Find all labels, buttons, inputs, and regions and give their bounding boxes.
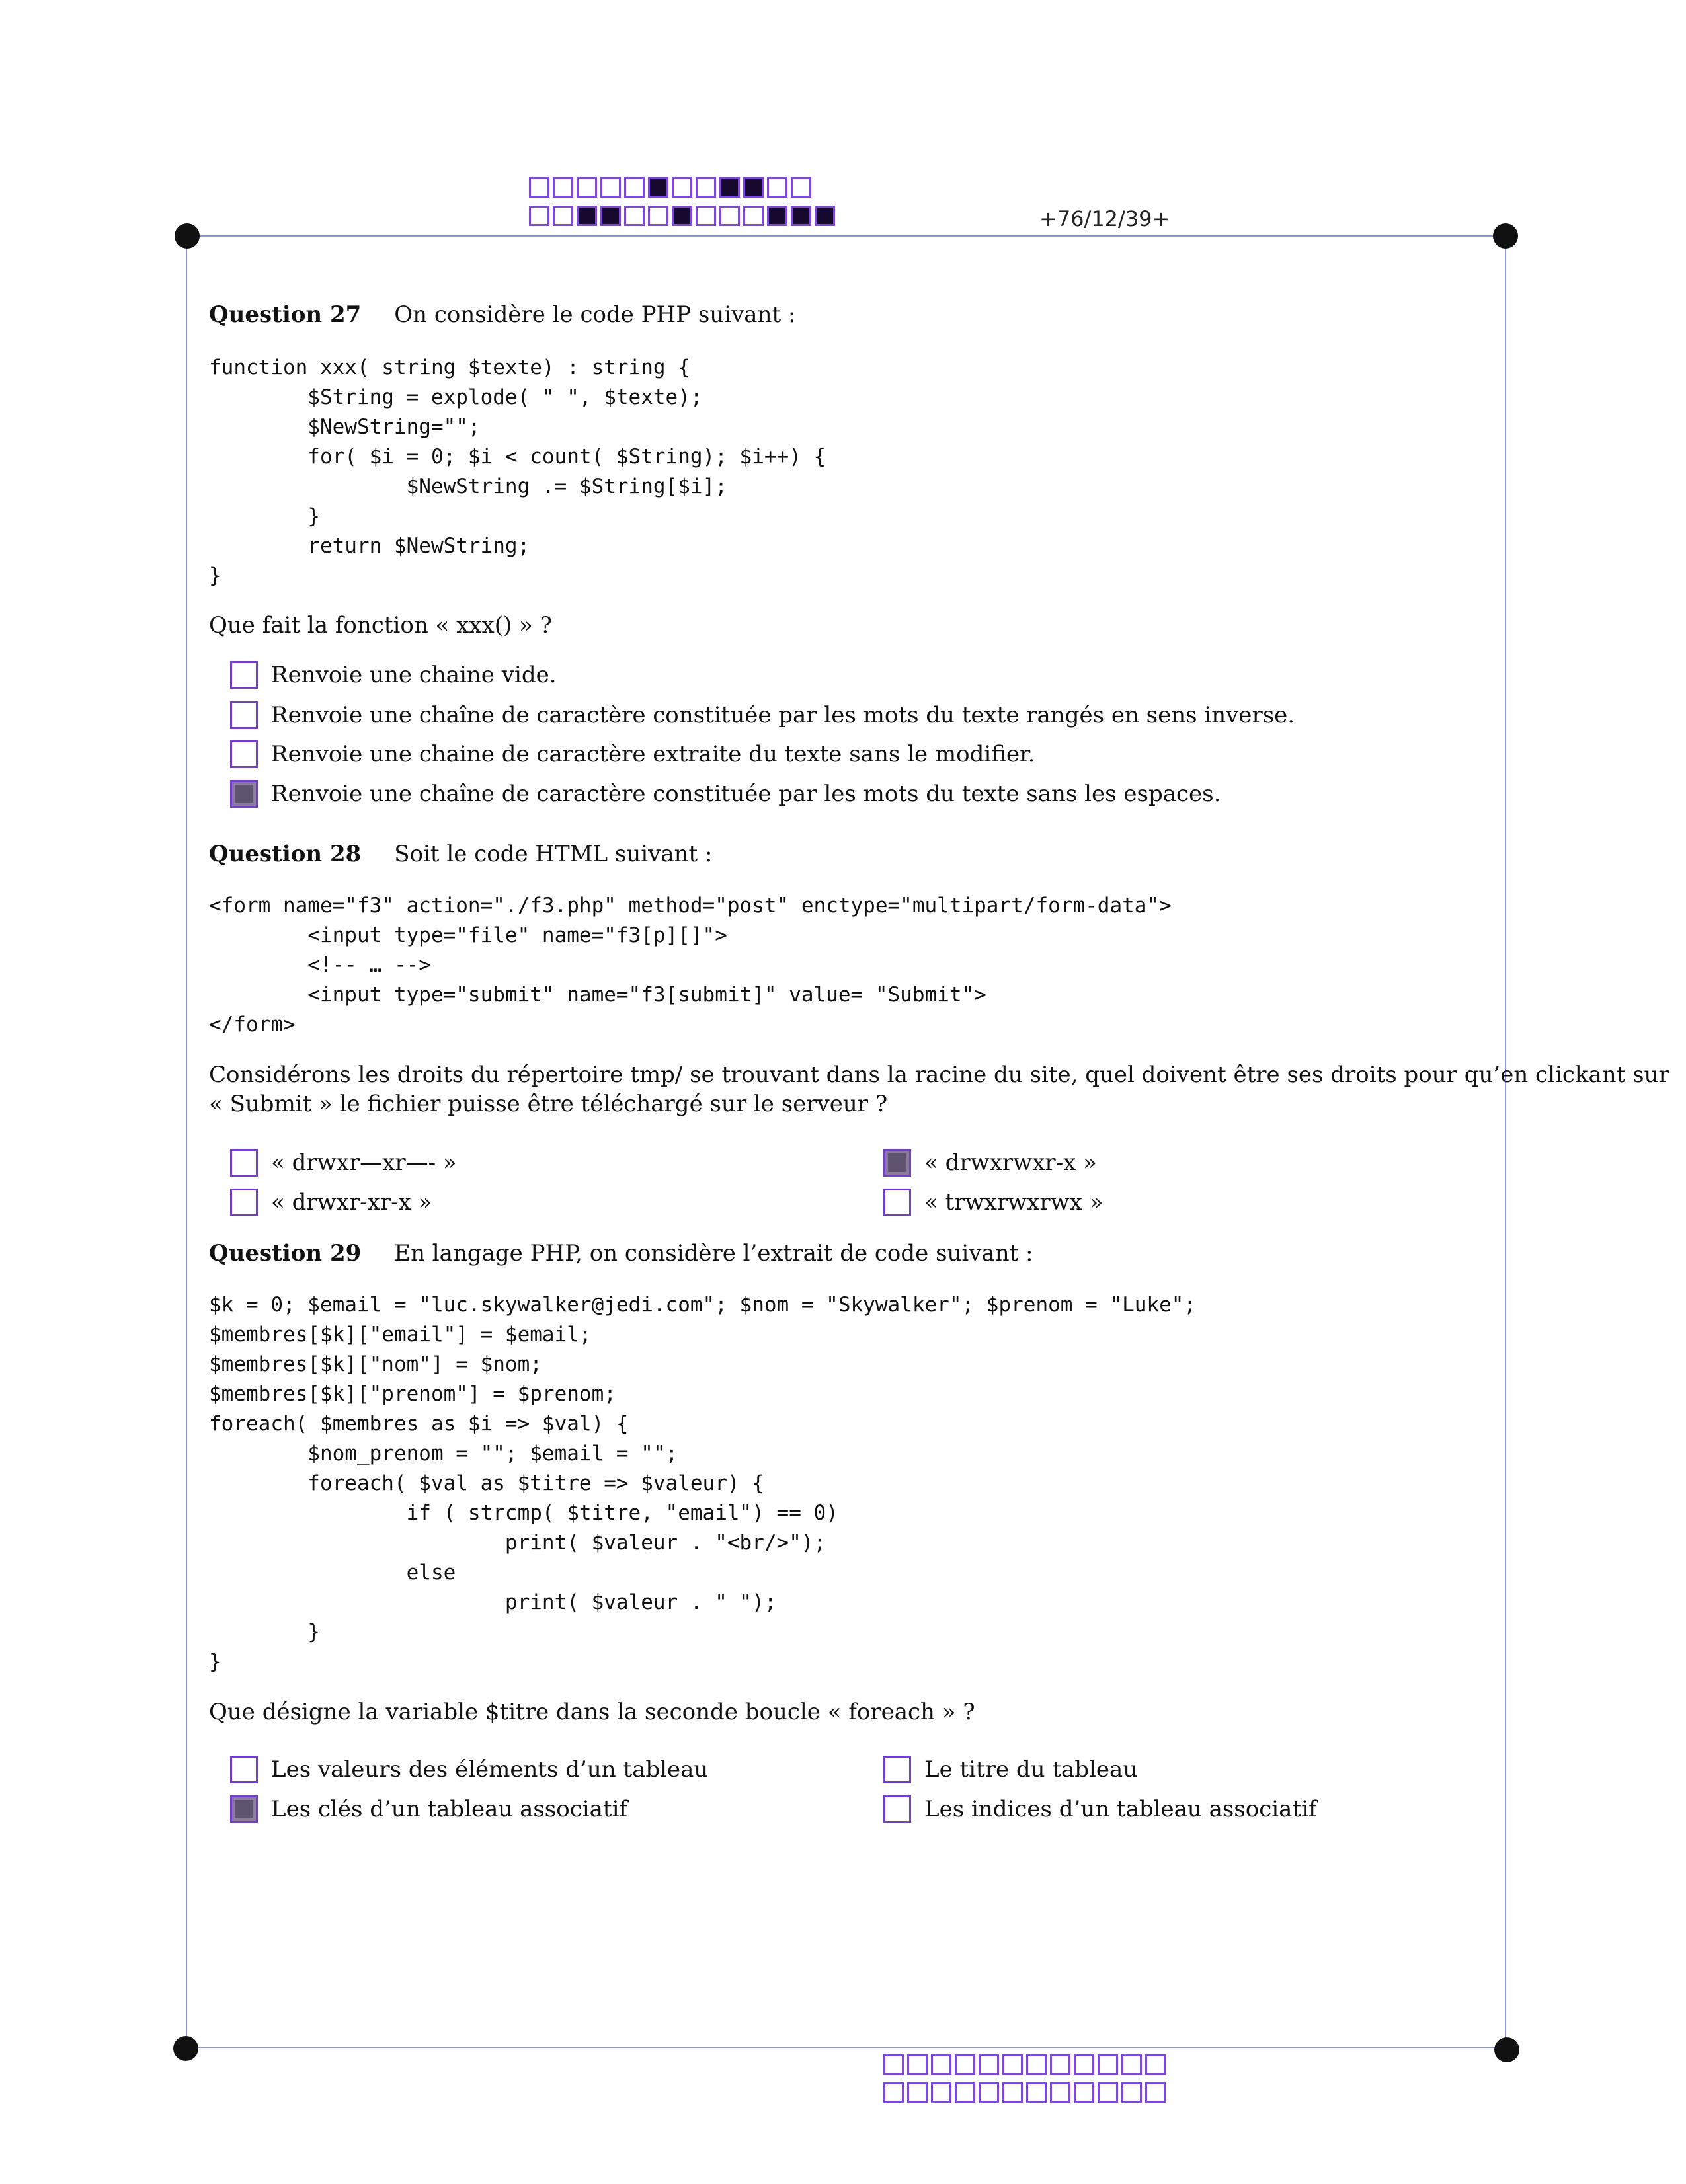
barcode-cell [529, 206, 549, 226]
q27-option-4-checkbox[interactable] [230, 780, 258, 808]
q28-option-4-label: « trwxrwxrwx » [924, 1189, 1104, 1216]
q27-option-2[interactable] [230, 701, 1295, 729]
question-27-number: Question 27 [209, 301, 362, 328]
q27-option-3[interactable] [230, 740, 1035, 768]
q29-option-4[interactable] [883, 1795, 1317, 1823]
barcode-cell [553, 177, 573, 198]
question-29-intro: En langage PHP, on considère l’extrait de code suivant : [394, 1240, 1033, 1267]
barcode-cell [1121, 2054, 1142, 2075]
question-27-header [209, 301, 795, 328]
q29-option-4-checkbox[interactable] [883, 1795, 911, 1823]
barcode-cell [743, 177, 764, 198]
barcode-cell [815, 206, 835, 226]
barcode-cell [719, 206, 740, 226]
question-29-header [209, 1240, 1033, 1267]
barcode-cell [883, 2054, 904, 2075]
question-28-prompt-line-2: « Submit » le fichier puisse être téléchargé sur le serveur ? [209, 1091, 888, 1117]
q27-option-3-label: Renvoie une chaine de caractère extraite du texte sans le modifier. [271, 741, 1035, 767]
barcode-cell [577, 177, 597, 198]
question-27-code: function xxx( string $texte) : string { $String = explode( " ", $texte); $NewString=""; for( $i = 0; $i < count( $String); $i++) { $NewString .= $String[$i]; } return $NewString; } [209, 356, 826, 588]
q27-option-2-checkbox[interactable] [230, 701, 258, 729]
barcode-cell [907, 2054, 928, 2075]
barcode-cell [1002, 2054, 1023, 2075]
q27-option-1-checkbox[interactable] [230, 661, 258, 689]
barcode-cell [931, 2082, 951, 2103]
barcode-cell [1050, 2054, 1070, 2075]
barcode-cell [1098, 2082, 1118, 2103]
barcode-cell [1050, 2082, 1070, 2103]
barcode-cell [1121, 2082, 1142, 2103]
barcode-cell [1145, 2082, 1166, 2103]
barcode-cell [743, 206, 764, 226]
q28-option-1[interactable] [230, 1149, 457, 1177]
barcode-cell [979, 2082, 999, 2103]
q28-option-1-checkbox[interactable] [230, 1149, 258, 1177]
q29-option-2-label: Les clés d’un tableau associatif [271, 1796, 628, 1822]
barcode-cell [1145, 2054, 1166, 2075]
q29-option-2[interactable] [230, 1795, 627, 1823]
barcode-bottom-row-1 [883, 2054, 1169, 2075]
q28-option-2-label: « drwxr-xr-x » [271, 1189, 432, 1216]
barcode-cell [1074, 2082, 1094, 2103]
barcode-bottom-row-2 [883, 2082, 1169, 2103]
barcode-cell [529, 177, 549, 198]
q28-option-4[interactable] [883, 1189, 1103, 1216]
question-28-prompt-line-1: Considérons les droits du répertoire tmp/ se trouvant dans la racine du site, quel doivent être ses droits pour qu’en clickant sur [209, 1062, 1669, 1088]
barcode-cell [696, 177, 716, 198]
question-28-code: <form name="f3" action="./f3.php" method="post" enctype="multipart/form-data"> <input type="file" name="f3[p][]"> <!-- … --> <input type="submit" name="f3[submit]" value= "Submit"> </form> [209, 894, 1172, 1036]
q29-option-1-checkbox[interactable] [230, 1756, 258, 1783]
corner-marker-top-right [1493, 223, 1518, 249]
barcode-cell [1098, 2054, 1118, 2075]
barcode-cell [624, 177, 645, 198]
barcode-cell [600, 206, 621, 226]
q29-option-1[interactable] [230, 1756, 708, 1783]
q29-option-3[interactable] [883, 1756, 1137, 1783]
q29-option-4-label: Les indices d’un tableau associatif [924, 1796, 1317, 1822]
q28-option-2-checkbox[interactable] [230, 1189, 258, 1216]
q29-option-1-label: Les valeurs des éléments d’un tableau [271, 1756, 709, 1783]
barcode-cell [600, 177, 621, 198]
question-28-number: Question 28 [209, 841, 362, 867]
barcode-cell [791, 177, 811, 198]
barcode-cell [719, 177, 740, 198]
corner-marker-bottom-left [173, 2036, 198, 2061]
barcode-cell [791, 206, 811, 226]
q27-option-4-label: Renvoie une chaîne de caractère constituée par les mots du texte sans les espaces. [271, 781, 1221, 807]
barcode-cell [955, 2082, 975, 2103]
barcode-cell [883, 2082, 904, 2103]
question-28-header [209, 841, 712, 867]
barcode-cell [577, 206, 597, 226]
corner-marker-bottom-right [1494, 2037, 1519, 2062]
question-29-number: Question 29 [209, 1240, 362, 1267]
barcode-cell [931, 2054, 951, 2075]
question-27-prompt: Que fait la fonction « xxx() » ? [209, 612, 552, 639]
q28-option-3[interactable] [883, 1149, 1097, 1177]
question-28-intro: Soit le code HTML suivant : [394, 841, 713, 867]
q28-option-1-label: « drwxr—xr—- » [271, 1150, 457, 1176]
q29-option-3-checkbox[interactable] [883, 1756, 911, 1783]
q27-option-4[interactable] [230, 780, 1221, 808]
q28-option-3-label: « drwxrwxr-x » [924, 1150, 1097, 1176]
q29-option-3-label: Le titre du tableau [924, 1756, 1138, 1783]
q27-option-3-checkbox[interactable] [230, 740, 258, 768]
barcode-cell [1026, 2054, 1047, 2075]
barcode-cell [767, 206, 787, 226]
barcode-cell [672, 206, 692, 226]
barcode-cell [767, 177, 787, 198]
page-identifier: +76/12/39+ [1039, 206, 1170, 231]
barcode-top-row-2 [529, 206, 838, 226]
barcode-cell [907, 2082, 928, 2103]
q28-option-2[interactable] [230, 1189, 432, 1216]
q27-option-2-label: Renvoie une chaîne de caractère constituée par les mots du texte rangés en sens inverse. [271, 702, 1295, 728]
barcode-cell [553, 206, 573, 226]
q28-option-3-checkbox[interactable] [883, 1149, 911, 1177]
barcode-cell [624, 206, 645, 226]
barcode-cell [696, 206, 716, 226]
q28-option-4-checkbox[interactable] [883, 1189, 911, 1216]
q27-option-1-label: Renvoie une chaine vide. [271, 662, 557, 688]
barcode-cell [979, 2054, 999, 2075]
barcode-cell [648, 206, 668, 226]
question-27-intro: On considère le code PHP suivant : [394, 301, 796, 328]
barcode-cell [648, 177, 668, 198]
q29-option-2-checkbox[interactable] [230, 1795, 258, 1823]
question-29-code: $k = 0; $email = "luc.skywalker@jedi.com"; $nom = "Skywalker"; $prenom = "Luke"; $membres[$k]["email"] = $email; $membres[$k]["nom"] = $nom; $membres[$k]["prenom"] = $prenom; foreach( $membres as $i => $val) { $nom_prenom = ""; $email = ""; foreach( $val as $titre => $valeur) { if ( strcmp( $titre, "email") == 0) print( $valeur . "<br/>"); else print( $valeur . " "); } } [209, 1293, 1197, 1674]
barcode-cell [955, 2054, 975, 2075]
barcode-cell [672, 177, 692, 198]
corner-marker-top-left [175, 223, 200, 249]
barcode-cell [1002, 2082, 1023, 2103]
barcode-cell [1074, 2054, 1094, 2075]
barcode-cell [1026, 2082, 1047, 2103]
barcode-top-row-1 [529, 177, 815, 198]
q27-option-1[interactable] [230, 661, 557, 689]
question-29-prompt: Que désigne la variable $titre dans la seconde boucle « foreach » ? [209, 1699, 975, 1725]
